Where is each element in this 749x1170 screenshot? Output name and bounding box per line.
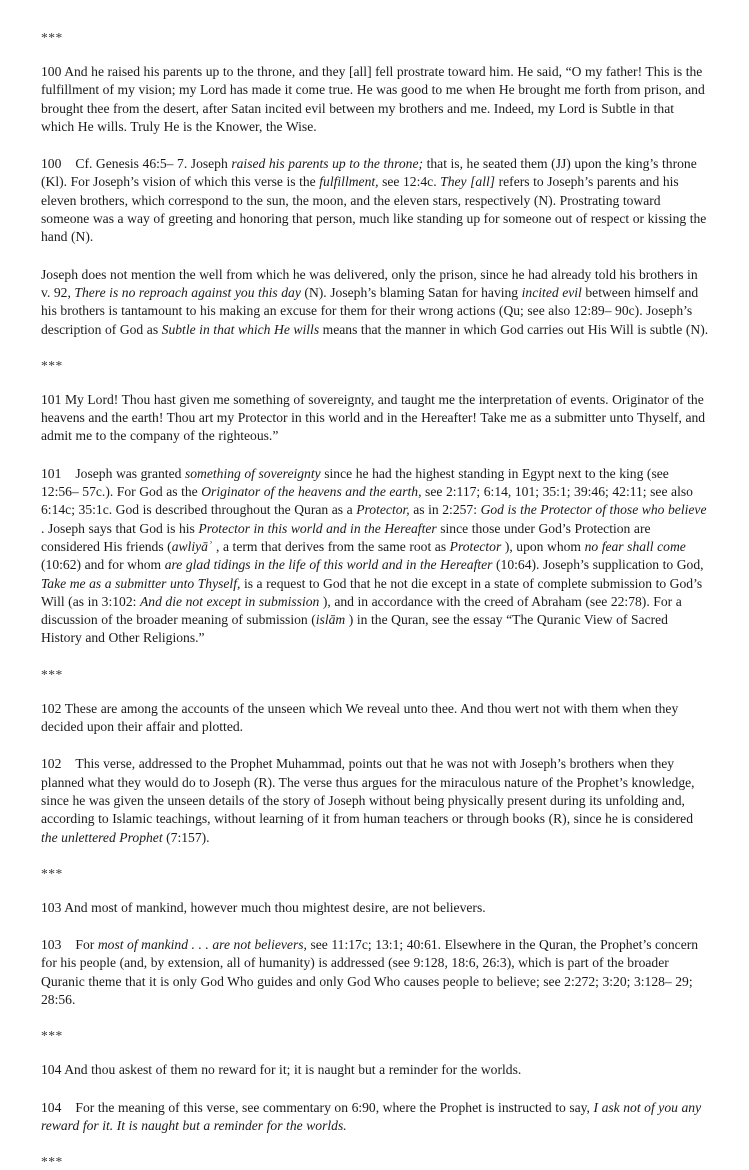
text-run: Joseph does not mention the well from which he was delivered, only the prison, since he had already told his brothers in v. 92, bbox=[41, 266, 698, 300]
vertical-spacer bbox=[41, 847, 709, 866]
text-run: 103 And most of mankind, however much thou mightest desire, are not believers. bbox=[41, 899, 486, 915]
text-run: . Joseph says that God is his bbox=[41, 520, 199, 536]
verse-text-103 bbox=[41, 899, 709, 917]
text-run: (N). Joseph’s blaming Satan for having bbox=[300, 284, 522, 300]
text-run: see 2:117; 6:14, 101; 35:1; 39:46; 42:11; see also 6:14c; 35:1c. God is described throughout the Quran as a bbox=[41, 484, 693, 518]
text-run: , a term that derives from the same root as bbox=[212, 538, 450, 554]
text-run: refers to Joseph’s parents and his eleven brothers, which correspond to the sun, the moon, and the eleven stars, respectively (N). Prostrating toward someone was a way of greeting and honoring that person, much like standing up for someone out of respect or kissing the hand (N). bbox=[41, 174, 707, 245]
vertical-spacer bbox=[41, 736, 709, 755]
text-run: This verse, addressed to the Prophet Muhammad, points out that he was not with Joseph’s brothers when they planned what they would do to Joseph (R). The verse thus argues for the miraculous nature of the Prophet’s knowledge, since he was given the unseen details of the story of Joseph without being physically present during its unfolding and, according to Islamic teachings, without learning of it from human teachers or through books (R), since he is considered bbox=[41, 756, 695, 827]
italic-run: God is the Protector of those who believe bbox=[480, 502, 707, 518]
text-run: (10:64). Joseph’s supplication to God, bbox=[492, 557, 704, 573]
verse-text-101 bbox=[41, 391, 709, 446]
text-run: see 11:17c; 13:1; 40:61. Elsewhere in the Quran, the Prophet’s concern for his people (and, by extension, all of humanity) is addressed (see 9:128, 18:6, 26:3), which is part of the broader Quranic theme that it is only God Who guides and only God Who causes people to believe; see 2:272; 3:20; 3:128– 29; 28:56. bbox=[41, 937, 699, 1007]
text-run: 101 My Lord! Thou hast given me something of sovereignty, and taught me the interpretation of events. Originator of the heavens and the earth! Thou art my Protector in this world and in the Hereafter! Take me as a submitter unto Thyself, and admit me to the company of the righteous.” bbox=[41, 391, 706, 444]
italic-run: awliyāʾ bbox=[171, 538, 213, 554]
text-run: between himself and his brothers is tantamount to his making an excuse for them for their wrong actions (Qu; see also 12:89– 90c). Joseph’s description of God as bbox=[41, 284, 699, 337]
text-run: (7:157). bbox=[162, 829, 210, 845]
section-separator: *** bbox=[41, 357, 63, 373]
vertical-spacer bbox=[41, 683, 709, 700]
italic-run: And die not except in submission bbox=[139, 593, 320, 609]
verse-text-104 bbox=[41, 1061, 709, 1079]
vertical-spacer bbox=[41, 247, 709, 266]
text-run: 102 These are among the accounts of the unseen which We reveal unto thee. And thou wert not with them when they decided upon their affair and plotted. bbox=[41, 700, 679, 735]
italic-run: There is no reproach against you this day bbox=[74, 284, 301, 300]
trailing-separator: *** bbox=[41, 1154, 63, 1170]
vertical-spacer bbox=[41, 1080, 709, 1099]
italic-run: They [all] bbox=[440, 174, 496, 190]
vertical-spacer bbox=[41, 446, 709, 465]
vertical-spacer bbox=[41, 882, 709, 899]
vertical-spacer bbox=[41, 136, 709, 155]
verse-text-102 bbox=[41, 700, 709, 737]
text-run: (10:62) and for whom bbox=[41, 557, 165, 573]
section-separator: *** bbox=[41, 1028, 63, 1044]
commentary-paragraph bbox=[41, 155, 709, 246]
section-separator: *** bbox=[41, 865, 63, 881]
vertical-spacer bbox=[41, 339, 709, 358]
vertical-spacer bbox=[41, 1135, 709, 1154]
text-run: is a request to God that he not die except in a state of complete submission to God’s Will (as in 3:102: bbox=[41, 575, 703, 609]
text-run: 104 And thou askest of them no reward for it; it is naught but a reminder for the worlds. bbox=[41, 1062, 522, 1078]
commentary-number: 100 bbox=[41, 156, 62, 172]
commentary-number: 104 bbox=[41, 1099, 62, 1115]
italic-run: the unlettered Prophet bbox=[41, 829, 163, 845]
italic-run: fulfillment, bbox=[319, 174, 379, 190]
commentary-paragraph bbox=[41, 755, 709, 846]
text-run: means that the manner in which God carries out His Will is subtle (N). bbox=[319, 321, 709, 337]
italic-run: Protector bbox=[449, 538, 502, 554]
text-run: since those under God’s Protection are considered His friends ( bbox=[41, 520, 651, 554]
commentary-number: 103 bbox=[41, 937, 62, 953]
commentary-paragraph bbox=[41, 465, 709, 648]
vertical-spacer bbox=[41, 374, 709, 391]
commentary-number: 102 bbox=[41, 756, 62, 772]
commentary-paragraph bbox=[41, 936, 709, 1009]
text-run: ), upon whom bbox=[501, 538, 585, 554]
italic-run: incited evil bbox=[521, 284, 582, 300]
italic-run: are glad tidings in the life of this world and in the Hereafter bbox=[164, 557, 493, 573]
text-run: that is, he seated them (JJ) upon the king’s throne (Kl). For Joseph’s vision of which this verse is the bbox=[41, 156, 697, 190]
text-run: ) in the Quran, see the essay “The Quranic View of Sacred History and Other Religions.” bbox=[41, 612, 668, 646]
vertical-spacer bbox=[41, 1009, 709, 1028]
text-run: see 12:4c. bbox=[378, 174, 441, 190]
page-content bbox=[41, 30, 709, 1170]
text-run: Joseph was granted bbox=[75, 465, 185, 481]
italic-run: I ask not of you any reward for it. It is naught but a reminder for the worlds. bbox=[41, 1099, 702, 1133]
text-run: ), and in accordance with the creed of Abraham (see 22:78). For a discussion of the broader meaning of submission ( bbox=[41, 593, 682, 628]
text-run: Cf. Genesis 46:5– 7. Joseph bbox=[75, 156, 232, 172]
commentary-paragraph bbox=[41, 1099, 709, 1136]
italic-run: Protector in this world and in the Hereafter bbox=[198, 520, 437, 536]
verse-text-100 bbox=[41, 63, 709, 136]
text-run: as in 2:257: bbox=[409, 502, 481, 518]
italic-run: something of sovereignty bbox=[184, 465, 321, 481]
italic-run: Subtle in that which He wills bbox=[161, 321, 320, 337]
italic-run: raised his parents up to the throne; bbox=[231, 156, 424, 172]
text-run: For the meaning of this verse, see commentary on 6:90, where the Prophet is instructed to say, bbox=[75, 1099, 594, 1115]
italic-run: Originator of the heavens and the earth, bbox=[201, 484, 422, 500]
commentary-paragraph bbox=[41, 266, 709, 339]
commentary-number: 101 bbox=[41, 465, 62, 481]
italic-run: Protector, bbox=[356, 502, 410, 518]
vertical-spacer bbox=[41, 46, 709, 63]
text-run: For bbox=[75, 937, 98, 953]
vertical-spacer bbox=[41, 917, 709, 936]
italic-run: islām bbox=[315, 612, 346, 628]
italic-run: no fear shall come bbox=[584, 538, 686, 554]
vertical-spacer bbox=[41, 1044, 709, 1061]
text-run: since he had the highest standing in Egypt next to the king (see 12:56– 57c.). For God as the bbox=[41, 465, 669, 500]
italic-run: Take me as a submitter unto Thyself, bbox=[41, 575, 241, 591]
section-separator: *** bbox=[41, 666, 63, 682]
text-run: 100 And he raised his parents up to the throne, and they [all] fell prostrate toward him. He said, “O my father! This is the fulfillment of my vision; my Lord has made it come true. He was good to me when He brought me forth from prison, and brought thee from the desert, after Satan incited evil between my brothers and me. Indeed, my Lord is Subtle in that which He wills. Truly He is the Knower, the Wise. bbox=[41, 64, 705, 134]
vertical-spacer bbox=[41, 648, 709, 667]
italic-run: most of mankind . . . are not believers, bbox=[97, 937, 307, 953]
section-separator: *** bbox=[41, 30, 63, 45]
